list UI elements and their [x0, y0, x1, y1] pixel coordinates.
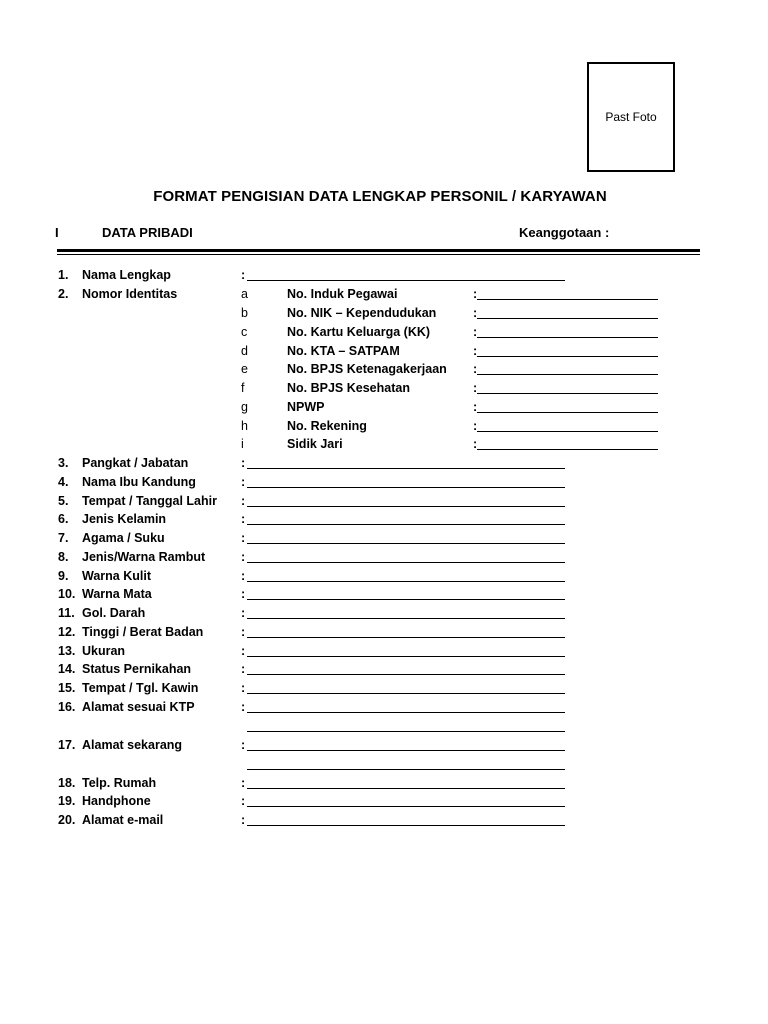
item-number: 18.: [58, 776, 76, 790]
section-number: I: [55, 225, 59, 240]
item-label: Agama / Suku: [82, 531, 165, 545]
sub-item-colon: :: [473, 287, 478, 301]
item-label: Jenis Kelamin: [82, 512, 167, 526]
sub-item-letter: g: [241, 400, 248, 414]
no-bpjs-kesehatan-field[interactable]: [477, 393, 658, 394]
item-colon: :: [241, 738, 246, 752]
sub-item-colon: :: [473, 325, 478, 339]
sub-item-letter: a: [241, 287, 248, 301]
item-label: Tinggi / Berat Badan: [82, 625, 204, 639]
item-colon: :: [241, 794, 246, 808]
nama-ibu-kandung-field[interactable]: [247, 487, 565, 488]
sub-item-label: No. Kartu Keluarga (KK): [287, 325, 431, 339]
item-number: 4.: [58, 475, 69, 489]
no-induk-pegawai-field[interactable]: [477, 299, 658, 300]
item-number: 19.: [58, 794, 76, 808]
jenis-kelamin-field[interactable]: [247, 524, 565, 525]
item-colon: :: [241, 531, 246, 545]
item-colon: :: [241, 813, 246, 827]
warna-kulit-field[interactable]: [247, 581, 565, 582]
form-title: FORMAT PENGISIAN DATA LENGKAP PERSONIL / KARYAWAN: [153, 188, 607, 205]
item-number: 8.: [58, 550, 69, 564]
sub-item-colon: :: [473, 381, 478, 395]
nama-lengkap-field[interactable]: [247, 280, 565, 281]
item-colon: :: [241, 512, 246, 526]
keanggotaan-label: Keanggotaan :: [519, 225, 610, 240]
sub-item-label: No. NIK – Kependudukan: [287, 306, 437, 320]
sub-item-label: No. BPJS Kesehatan: [287, 381, 410, 395]
handphone-field[interactable]: [247, 806, 565, 807]
item-colon: :: [241, 681, 246, 695]
item-number: 14.: [58, 662, 76, 676]
tempat-tanggal-lahir-field[interactable]: [247, 506, 565, 507]
telp-rumah-field[interactable]: [247, 788, 565, 789]
sub-item-letter: h: [241, 419, 248, 433]
section-divider: [57, 249, 700, 252]
item-label: Nama Lengkap: [82, 268, 171, 282]
sub-item-letter: d: [241, 344, 248, 358]
item-number: 11.: [58, 606, 75, 620]
warna-mata-field[interactable]: [247, 599, 565, 600]
sub-item-letter: f: [241, 381, 245, 395]
no-rekening-field[interactable]: [477, 431, 658, 432]
item-number: 7.: [58, 531, 69, 545]
item-colon: :: [241, 776, 246, 790]
item-colon: :: [241, 550, 246, 564]
sub-item-colon: :: [473, 344, 478, 358]
sub-item-colon: :: [473, 362, 478, 376]
item-colon: :: [241, 268, 246, 282]
item-colon: :: [241, 662, 246, 676]
item-number: 5.: [58, 494, 69, 508]
sub-item-letter: c: [241, 325, 248, 339]
npwp-field[interactable]: [477, 412, 658, 413]
sub-item-label: No. BPJS Ketenagakerjaan: [287, 362, 447, 376]
sub-item-colon: :: [473, 419, 478, 433]
photo-box-label: Past Foto: [605, 110, 657, 124]
sub-item-letter: e: [241, 362, 248, 376]
item-number: 1.: [58, 268, 69, 282]
sub-item-label: NPWP: [287, 400, 325, 414]
item-label: Tempat / Tgl. Kawin: [82, 681, 199, 695]
item-number: 9.: [58, 569, 69, 583]
section-title: DATA PRIBADI: [102, 225, 193, 240]
jenis-warna-rambut-field[interactable]: [247, 562, 565, 563]
item-colon: :: [241, 456, 246, 470]
pangkat-jabatan-field[interactable]: [247, 468, 565, 469]
sub-item-letter: b: [241, 306, 248, 320]
item-number: 13.: [58, 644, 76, 658]
item-number: 10.: [58, 587, 76, 601]
sidik-jari-field[interactable]: [477, 449, 658, 450]
item-label: Alamat sekarang: [82, 738, 183, 752]
item-colon: :: [241, 606, 246, 620]
section-divider-thin: [57, 254, 700, 255]
item-number: 16.: [58, 700, 76, 714]
item-number: 17.: [58, 738, 76, 752]
no-kta-satpam-field[interactable]: [477, 356, 658, 357]
item-colon: :: [241, 587, 246, 601]
no-bpjs-ketenagakerjaan-field[interactable]: [477, 374, 658, 375]
item-label: Pangkat / Jabatan: [82, 456, 189, 470]
sub-item-colon: :: [473, 400, 478, 414]
tinggi-berat-badan-field[interactable]: [247, 637, 565, 638]
item-label: Alamat e-mail: [82, 813, 164, 827]
item-label: Handphone: [82, 794, 151, 808]
sub-item-label: No. Rekening: [287, 419, 367, 433]
sub-item-colon: :: [473, 437, 478, 451]
alamat-email-field[interactable]: [247, 825, 565, 826]
item-colon: :: [241, 494, 246, 508]
item-number: 20.: [58, 813, 76, 827]
sub-item-letter: i: [241, 437, 244, 451]
item-label: Nomor Identitas: [82, 287, 178, 301]
item-label: Warna Kulit: [82, 569, 151, 583]
item-label: Warna Mata: [82, 587, 152, 601]
item-label: Tempat / Tanggal Lahir: [82, 494, 217, 508]
item-label: Nama Ibu Kandung: [82, 475, 196, 489]
item-number: 3.: [58, 456, 69, 470]
ukuran-field[interactable]: [247, 656, 565, 657]
gol-darah-field[interactable]: [247, 618, 565, 619]
alamat-sekarang-field[interactable]: [247, 750, 565, 751]
sub-item-label: Sidik Jari: [287, 437, 343, 451]
item-label: Gol. Darah: [82, 606, 146, 620]
item-colon: :: [241, 475, 246, 489]
agama-suku-field[interactable]: [247, 543, 565, 544]
alamat-sekarang-field-line-2[interactable]: [247, 769, 565, 770]
item-number: 2.: [58, 287, 69, 301]
item-number: 6.: [58, 512, 69, 526]
item-number: 15.: [58, 681, 76, 695]
tempat-tgl-kawin-field[interactable]: [247, 693, 565, 694]
item-label: Status Pernikahan: [82, 662, 192, 676]
item-label: Jenis/Warna Rambut: [82, 550, 206, 564]
item-label: Telp. Rumah: [82, 776, 157, 790]
alamat-ktp-field[interactable]: [247, 712, 565, 713]
item-colon: :: [241, 625, 246, 639]
sub-item-label: No. KTA – SATPAM: [287, 344, 400, 358]
item-colon: :: [241, 569, 246, 583]
no-kk-field[interactable]: [477, 337, 658, 338]
item-label: Ukuran: [82, 644, 126, 658]
alamat-ktp-field-line-2[interactable]: [247, 731, 565, 732]
item-label: Alamat sesuai KTP: [82, 700, 195, 714]
no-nik-field[interactable]: [477, 318, 658, 319]
item-number: 12.: [58, 625, 76, 639]
photo-box[interactable]: [587, 62, 675, 172]
item-colon: :: [241, 700, 246, 714]
sub-item-colon: :: [473, 306, 478, 320]
status-pernikahan-field[interactable]: [247, 674, 565, 675]
item-colon: :: [241, 644, 246, 658]
sub-item-label: No. Induk Pegawai: [287, 287, 398, 301]
